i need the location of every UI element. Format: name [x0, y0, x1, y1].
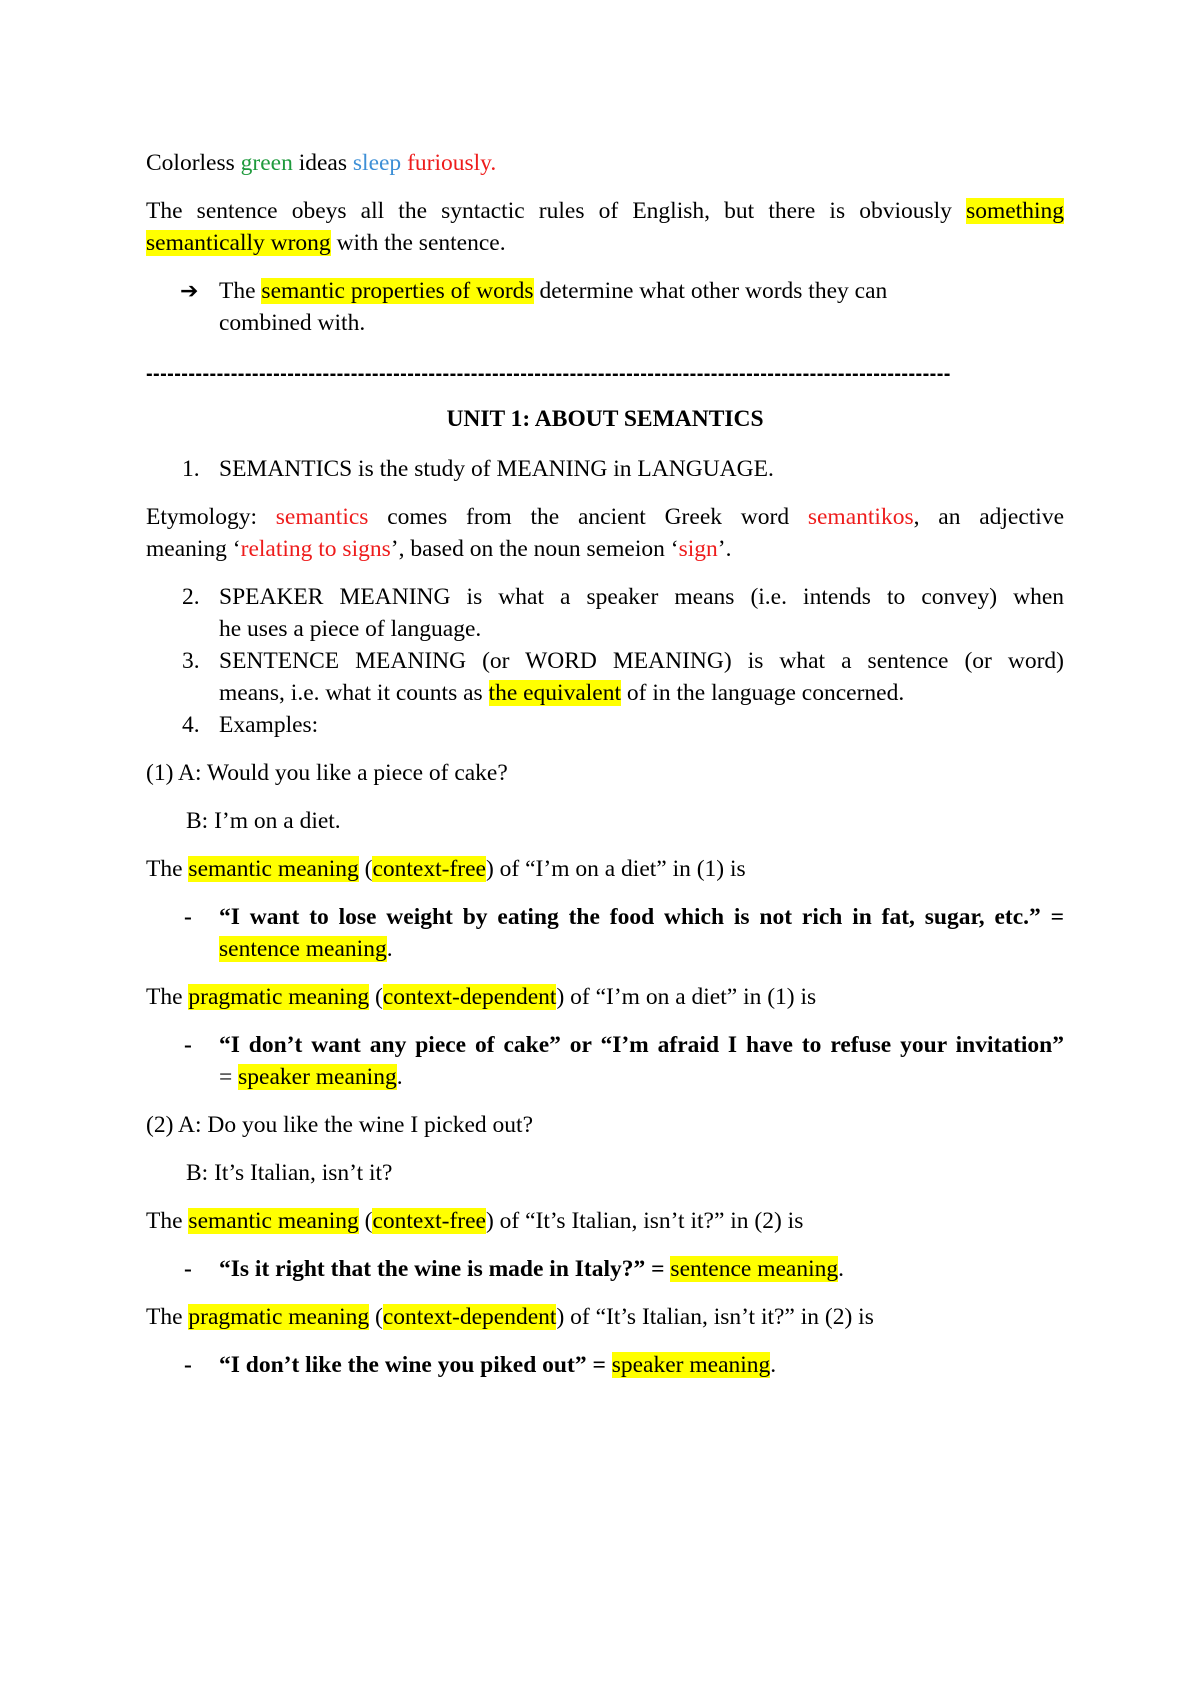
text-run: ) of “I’m on a diet” in (1) is: [485, 856, 746, 882]
highlight: pragmatic meaning: [188, 984, 370, 1010]
bullet-dash: -: [184, 1256, 192, 1282]
unit-title: UNIT 1: ABOUT SEMANTICS: [446, 406, 764, 432]
word-sleep: sleep: [352, 150, 402, 176]
bullet-dash: -: [184, 1032, 192, 1058]
highlight: context-dependent: [382, 1304, 557, 1330]
list-number: 1.: [182, 456, 200, 482]
word-green: green: [240, 150, 293, 176]
list-number: 4.: [182, 712, 200, 738]
bullet-text: “I don’t want any piece of cake” or “I’m afraid I have to refuse your invitation”: [219, 1032, 1064, 1058]
list-item: SEMANTICS is the study of MEANING in LANGUAGE.: [219, 456, 774, 482]
text-run: .: [770, 1352, 777, 1378]
paragraph-line: [146, 196, 1064, 226]
text-run: The: [146, 984, 183, 1010]
text-run: (: [375, 1304, 383, 1330]
term-red: relating to signs: [240, 536, 391, 562]
text-run: ’.: [717, 536, 732, 562]
text-run: The sentence obeys all the syntactic rules of English, but there is obviously: [146, 198, 952, 224]
bullet-text: [219, 1062, 403, 1092]
example-2-a: (2) A: Do you like the wine I picked out?: [146, 1112, 534, 1138]
highlight: semantic meaning: [188, 856, 359, 882]
word-ideas: ideas: [298, 150, 348, 176]
text-run: “Is it right that the wine is made in Italy?” =: [219, 1256, 665, 1282]
term-red: semantikos: [807, 504, 914, 530]
highlight: context-dependent: [382, 984, 557, 1010]
highlight: speaker meaning: [238, 1064, 397, 1090]
text-run: with the sentence.: [336, 230, 506, 256]
semantic-intro: [146, 1206, 803, 1236]
list-item: Examples:: [219, 712, 319, 738]
bullet-text: “I want to lose weight by eating the food which is not rich in fat, sugar, etc.” =: [219, 904, 1064, 930]
text-run: =: [219, 1064, 233, 1090]
highlight: semantically wrong: [146, 230, 331, 256]
bullet-text: [219, 1254, 844, 1284]
etymology-line: [146, 534, 731, 564]
text-run: The: [219, 278, 256, 304]
term-red: semantics: [275, 504, 369, 530]
list-item: SPEAKER MEANING is what a speaker means (i.e. intends to convey) when: [219, 584, 1064, 610]
arrow-point-line: [219, 276, 887, 306]
text-run: “I don’t like the wine you piked out” =: [219, 1352, 606, 1378]
text-run: (: [375, 984, 383, 1010]
text-run: means, i.e. what it counts as: [219, 680, 483, 706]
text-run: (: [364, 1208, 373, 1234]
text-run: The: [146, 1208, 183, 1234]
word-furiously: furiously.: [407, 150, 497, 176]
text-run: combined with.: [219, 310, 366, 336]
bullet-text: [219, 934, 393, 964]
list-item: [219, 678, 904, 708]
text-run: meaning ‘: [146, 536, 241, 562]
bullet-dash: -: [184, 904, 192, 930]
text-run: ) of “It’s Italian, isn’t it?” in (2) is: [485, 1208, 804, 1234]
list-item: he uses a piece of language.: [219, 616, 482, 642]
text-run: (: [364, 856, 373, 882]
text-run: .: [838, 1256, 844, 1282]
arrow-point-line: [219, 308, 365, 338]
example-sentence: [146, 148, 496, 178]
highlight: speaker meaning: [611, 1352, 771, 1378]
example-1-a: (1) A: Would you like a piece of cake?: [146, 760, 508, 786]
text-run: ) of “I’m on a diet” in (1) is: [556, 984, 817, 1010]
list-item: SENTENCE MEANING (or WORD MEANING) is what a sentence (or word): [219, 648, 1064, 674]
highlight: sentence meaning: [670, 1256, 839, 1282]
highlight: semantic properties of words: [261, 278, 534, 304]
example-2-b: B: It’s Italian, isn’t it?: [186, 1160, 393, 1186]
semantic-intro: [146, 854, 746, 884]
text-run: Etymology:: [146, 504, 257, 530]
text-run: ’, based on the noun semeion ‘: [390, 536, 679, 562]
text-run: .: [386, 936, 393, 962]
highlight: the equivalent: [488, 680, 622, 706]
highlight: pragmatic meaning: [188, 1304, 370, 1330]
dashed-divider: ------------------------------------------------------------------------------------------------------------------: [146, 363, 951, 385]
word-colorless: Colorless: [146, 150, 235, 176]
term-red: sign: [678, 536, 718, 562]
text-run: , an adjective: [913, 504, 1065, 530]
highlight: sentence meaning: [219, 936, 387, 962]
text-run: The: [146, 856, 183, 882]
list-number: 3.: [182, 648, 200, 674]
highlight: context-free: [372, 1208, 486, 1234]
highlight: something: [966, 198, 1064, 224]
bullet-text: [219, 1350, 776, 1380]
text-run: ) of “It’s Italian, isn’t it?” in (2) is: [556, 1304, 874, 1330]
paragraph-line: [146, 228, 506, 258]
highlight: semantic meaning: [188, 1208, 359, 1234]
highlight: context-free: [372, 856, 486, 882]
text-run: determine what other words they can: [539, 278, 888, 304]
text-run: of in the language concerned.: [626, 680, 905, 706]
text-run: comes from the ancient Greek word: [387, 504, 790, 530]
text-run: The: [146, 1304, 183, 1330]
bullet-dash: -: [184, 1352, 192, 1378]
text-run: .: [396, 1064, 403, 1090]
pragmatic-intro: [146, 982, 816, 1012]
arrow-right-icon: ➔: [180, 278, 199, 303]
list-number: 2.: [182, 584, 200, 610]
etymology-line: [146, 502, 1064, 532]
example-1-b: B: I’m on a diet.: [186, 808, 341, 834]
pragmatic-intro: [146, 1302, 874, 1332]
